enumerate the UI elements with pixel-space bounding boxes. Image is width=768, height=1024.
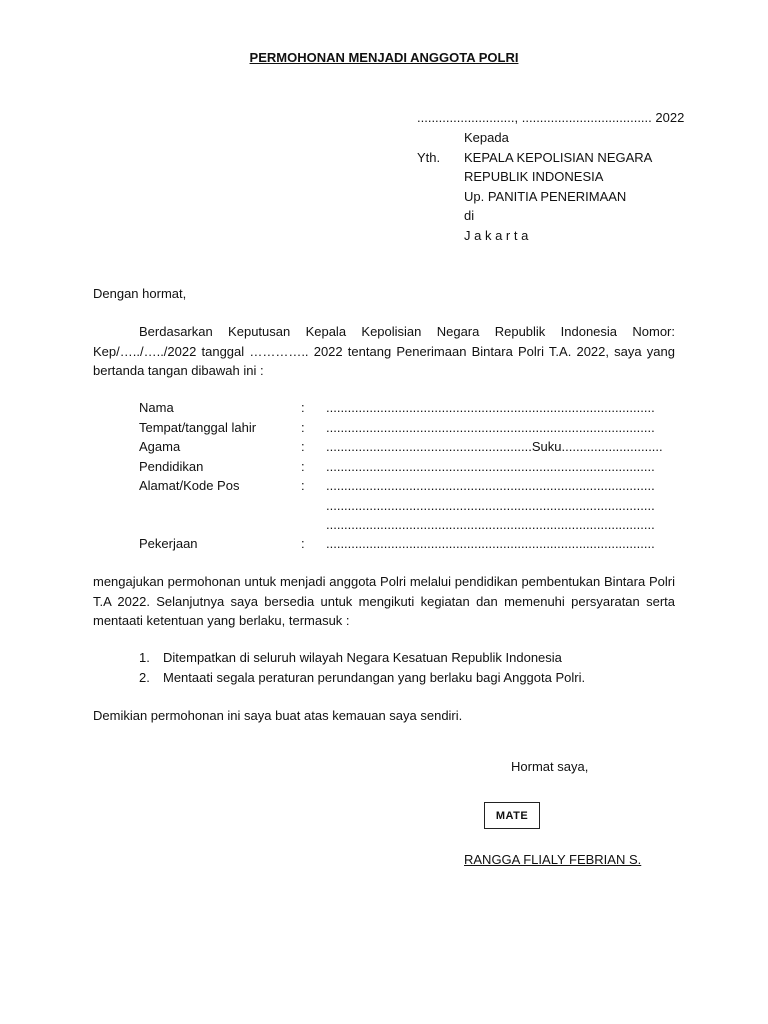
- field-colon: :: [301, 420, 305, 435]
- recipient-line-4: di: [464, 208, 475, 223]
- recipient-line-3: Up. PANITIA PENERIMAAN: [464, 189, 627, 204]
- field-colon: :: [301, 400, 305, 415]
- field-row-agama: [139, 437, 663, 457]
- field-row-alamat-cont-2: [139, 515, 659, 535]
- field-row-alamat: [139, 476, 659, 496]
- field-colon: :: [301, 478, 305, 493]
- field-label: Tempat/tanggal lahir: [139, 420, 257, 435]
- closing-paragraph: Demikian permohonan ini saya buat atas kemauan saya sendiri.: [93, 708, 463, 723]
- recipient-yth: Yth.: [417, 150, 441, 165]
- field-blank: .........................................................Suku............................: [326, 439, 663, 454]
- recipient-line-5: J a k a r t a: [464, 228, 529, 243]
- field-row-pendidikan: [139, 457, 659, 477]
- stamp-label: MATE: [495, 809, 529, 822]
- field-row-nama: [139, 398, 659, 418]
- greeting: Dengan hormat,: [93, 286, 187, 301]
- signer-name: RANGGA FLIALY FEBRIAN S.: [464, 852, 642, 867]
- intro-paragraph: [93, 322, 675, 381]
- list-number: 1.: [139, 650, 150, 665]
- request-paragraph: mengajukan permohonan untuk menjadi anggota Polri melalui pendidikan pembentukan Bintara Polri T.A 2022. Selanjutnya saya bersedia untuk mengikuti kegiatan dan memenuhi persyaratan serta mentaati ketentuan yang berlaku, termasuk :: [93, 574, 675, 628]
- stamp-box: [484, 802, 540, 829]
- document-title: PERMOHONAN MENJADI ANGGOTA POLRI: [249, 50, 519, 65]
- recipient-kepada: Kepada: [464, 130, 509, 145]
- intro-paragraph-text: Berdasarkan Keputusan Kepala Kepolisian Negara Republik Indonesia Nomor: Kep/…../…../2022 tanggal ………….. 2022 tentang Penerimaan Bintara Polri T.A. 2022, saya yang bertanda tangan dibawah ini :: [93, 324, 675, 378]
- field-blank: ...........................................................................................: [326, 420, 655, 435]
- field-label: Agama: [139, 439, 181, 454]
- field-blank: ...........................................................................................: [326, 498, 655, 513]
- field-row-alamat-cont-1: [139, 496, 659, 516]
- list-item: [139, 648, 562, 668]
- field-label: Pekerjaan: [139, 536, 198, 551]
- list-text: Mentaati segala peraturan perundangan yang berlaku bagi Anggota Polri.: [163, 670, 586, 685]
- field-label: Pendidikan: [139, 459, 204, 474]
- list-item: [139, 668, 585, 688]
- field-blank: ...........................................................................................: [326, 517, 655, 532]
- field-blank: ...........................................................................................: [326, 459, 655, 474]
- recipient-line-1: KEPALA KEPOLISIAN NEGARA: [464, 150, 653, 165]
- field-colon: :: [301, 536, 305, 551]
- field-label: Alamat/Kode Pos: [139, 478, 240, 493]
- list-number: 2.: [139, 670, 150, 685]
- field-row-pekerjaan: [139, 534, 659, 554]
- list-text: Ditempatkan di seluruh wilayah Negara Kesatuan Republik Indonesia: [163, 650, 562, 665]
- field-blank: ...........................................................................................: [326, 400, 655, 415]
- field-blank: ...........................................................................................: [326, 536, 655, 551]
- recipient-line-2: REPUBLIK INDONESIA: [464, 169, 604, 184]
- field-colon: :: [301, 459, 305, 474]
- place-date-line: ..........................., .................................... 2022: [417, 110, 685, 125]
- signoff: Hormat saya,: [511, 759, 589, 774]
- field-row-ttl: [139, 418, 659, 438]
- field-blank: ...........................................................................................: [326, 478, 655, 493]
- field-label: Nama: [139, 400, 174, 415]
- field-colon: :: [301, 439, 305, 454]
